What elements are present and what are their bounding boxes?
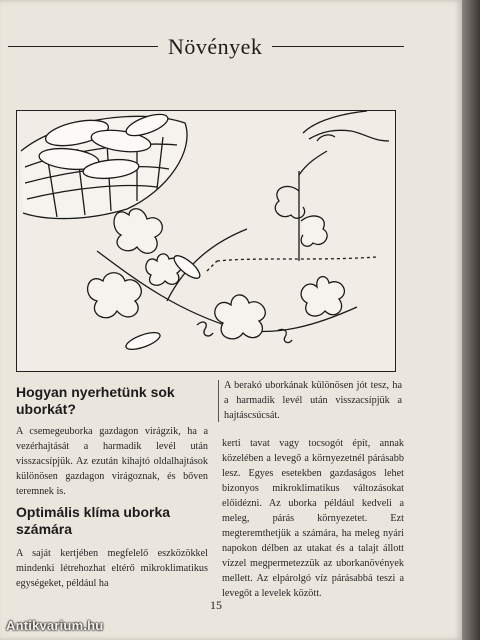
book-page-edge <box>462 0 480 640</box>
header-rule-left <box>8 46 158 47</box>
column-paragraph-continuation: kerti tavat vagy tocsogót épít, annak közelében a levegő a környezetnél párásabb lesz. Egyes esetekben gazdaságos lehet bizonyos mikroklimatikus változásokat előidézni. Az uborka például kedveli a meleg, párás környezetet. Ezt megteremthetjük a számára, ha meleg nyári napokon délben az utakat és a talajt állott vízzel megpermetezzük az uborkanövények mellett. Az elpárolgó víz párásabbá teszi a levegőt a levelek között. <box>222 438 404 599</box>
section-heading-optimal-climate: Optimális klíma uborka számára <box>16 504 171 537</box>
header-rule-right <box>272 46 404 47</box>
section-heading-how-to-get-many-cucumbers: Hogyan nyerhetünk sok uborkát? <box>16 384 175 417</box>
section-paragraph-microclimate: A saját kertjében megfelelő eszközökkel mindenki létrehozhat eltérő mikroklimatikus egységeket, például ha <box>16 548 208 589</box>
cucumber-drawing <box>17 111 395 371</box>
page-number: 15 <box>210 598 222 612</box>
section-paragraph-pinching: A csemegeuborka gazdagon virágzik, ha a vezérhajtását a harmadik levél után visszacsípjük. Az ezután kihajtó oldalhajtások különösen gazdagon virágoznak, és bőven teremnek is. <box>16 426 208 497</box>
sidebar-tip-paragraph: A berakó uborkának különösen jót tesz, ha a harmadik levél után visszacsípjük a hajtáscsúcsát. <box>224 380 402 421</box>
cucumber-illustration <box>16 110 396 372</box>
watermark: Antikvarium.hu <box>6 618 104 633</box>
sidebar-tip-rule <box>218 380 219 422</box>
page-header-title: Növények <box>168 34 263 59</box>
